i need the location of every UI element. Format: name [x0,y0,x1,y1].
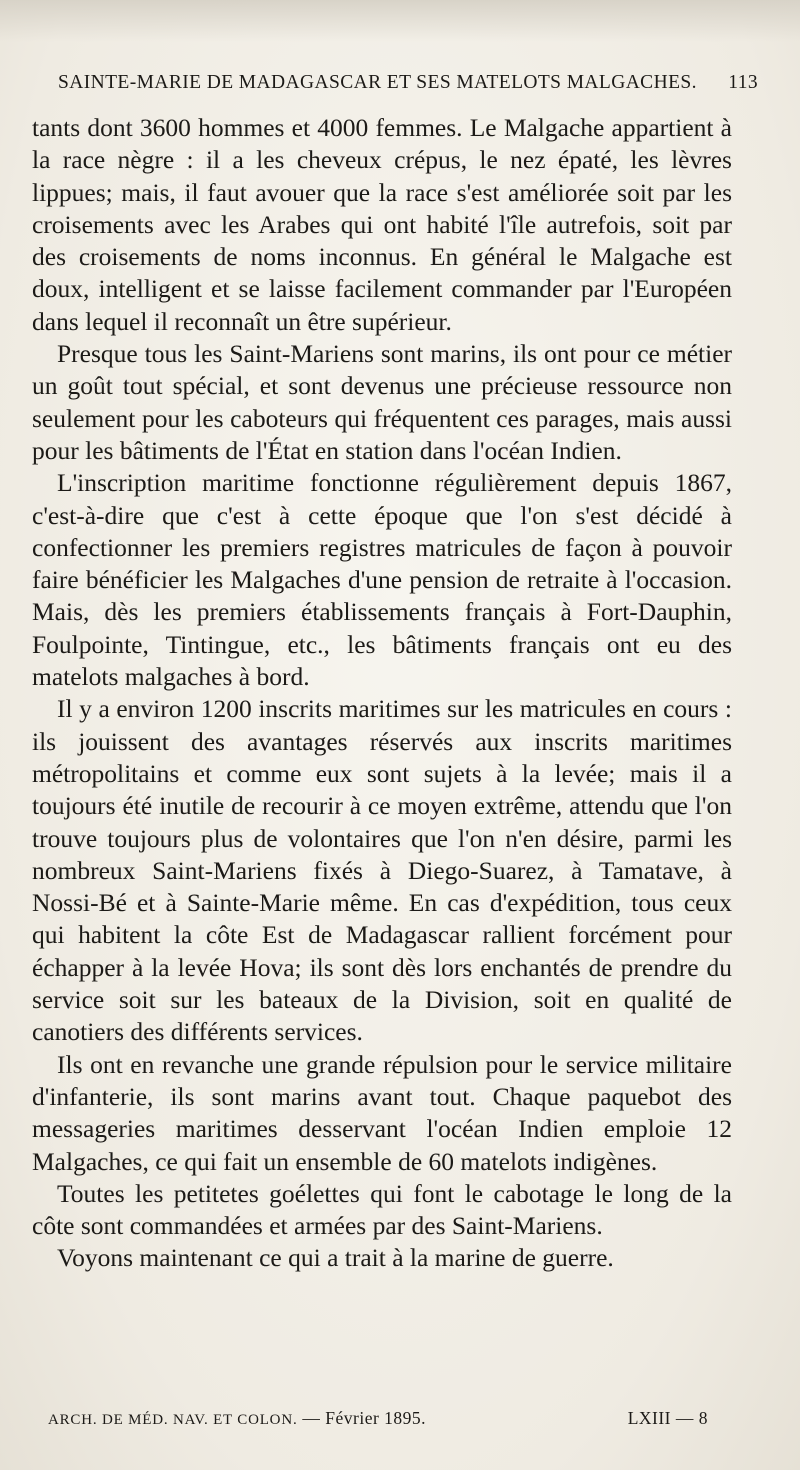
page-footer [48,1408,708,1429]
paragraph: Il y a environ 1200 inscrits maritimes sur les matricules en cours : ils jouissent des avantages réservés aux inscrits maritimes métropolitains et comme eux sont sujets à la levée; mais il a toujours été inutile de recourir à ce moyen extrême, attendu que l'on trouve toujours plus de volontaires que l'on n'en désire, parmi les nombreux Saint-Mariens fixés à Diego-Suarez, à Tamatave, à Nossi-Bé et à Sainte-Marie même. En cas d'expédition, tous ceux qui habitent la côte Est de Madagascar rallient forcément pour échapper à la levée Hova; ils sont dès lors enchantés de prendre du service soit sur les bateaux de la Division, soit en qualité de canotiers des différents services. [32,694,732,1047]
paragraph: Presque tous les Saint-Mariens sont marins, ils ont pour ce métier un goût tout spécial, et sont devenus une précieuse ressource non seulement pour les caboteurs qui fréquentent ces parages, mais aussi pour les bâtiments de l'État en station dans l'océan Indien. [32,339,732,465]
paragraph: tants dont 3600 hommes et 4000 femmes. Le Malgache appartient à la race nègre : il a les cheveux crépus, le nez épaté, les lèvres lippues; mais, il faut avouer que la race s'est améliorée soit par les croisements avec les Arabes qui ont habité l'île autrefois, soit par des croisements de noms inconnus. En général le Malgache est doux, intelligent et se laisse facilement commander par l'Européen dans lequel il reconnaît un être supérieur. [32,113,732,336]
page-number: 113 [728,72,758,93]
paragraph: L'inscription maritime fonctionne régulièrement depuis 1867, c'est-à-dire que c'est à cette époque que l'on s'est décidé à confectionner les premiers registres matricules de façon à pouvoir faire bénéficier les Malgaches d'une pension de retraite à l'occasion. Mais, dès les premiers établissements français à Fort-Dauphin, Foulpointe, Tintingue, etc., les bâtiments français ont eu des matelots malgaches à bord. [32,468,732,692]
footer-journal: ARCH. DE MÉD. NAV. ET COLON. [48,1412,298,1428]
body-text [32,112,732,1275]
signature-mark: LXIII — 8 [627,1408,708,1428]
page-top-edge [0,0,800,42]
running-head-title: SAINTE-MARIE DE MADAGASCAR ET SES MATELOTS MALGACHES. [58,72,697,93]
paragraph: Ils ont en revanche une grande répulsion pour le service militaire d'infanterie, ils sont marins avant tout. Chaque paquebot des messageries maritimes desservant l'océan Indien emploie 12 Malgaches, ce qui fait un ensemble de 60 matelots indigènes. [32,1049,732,1176]
running-head [58,72,758,94]
footer-date: — Février 1895. [302,1408,427,1428]
paragraph: Toutes les petitetes goélettes qui font le cabotage le long de la côte sont commandées et armées par des Saint-Mariens. [32,1178,732,1241]
paragraph: Voyons maintenant ce qui a trait à la marine de guerre. [57,1243,614,1273]
